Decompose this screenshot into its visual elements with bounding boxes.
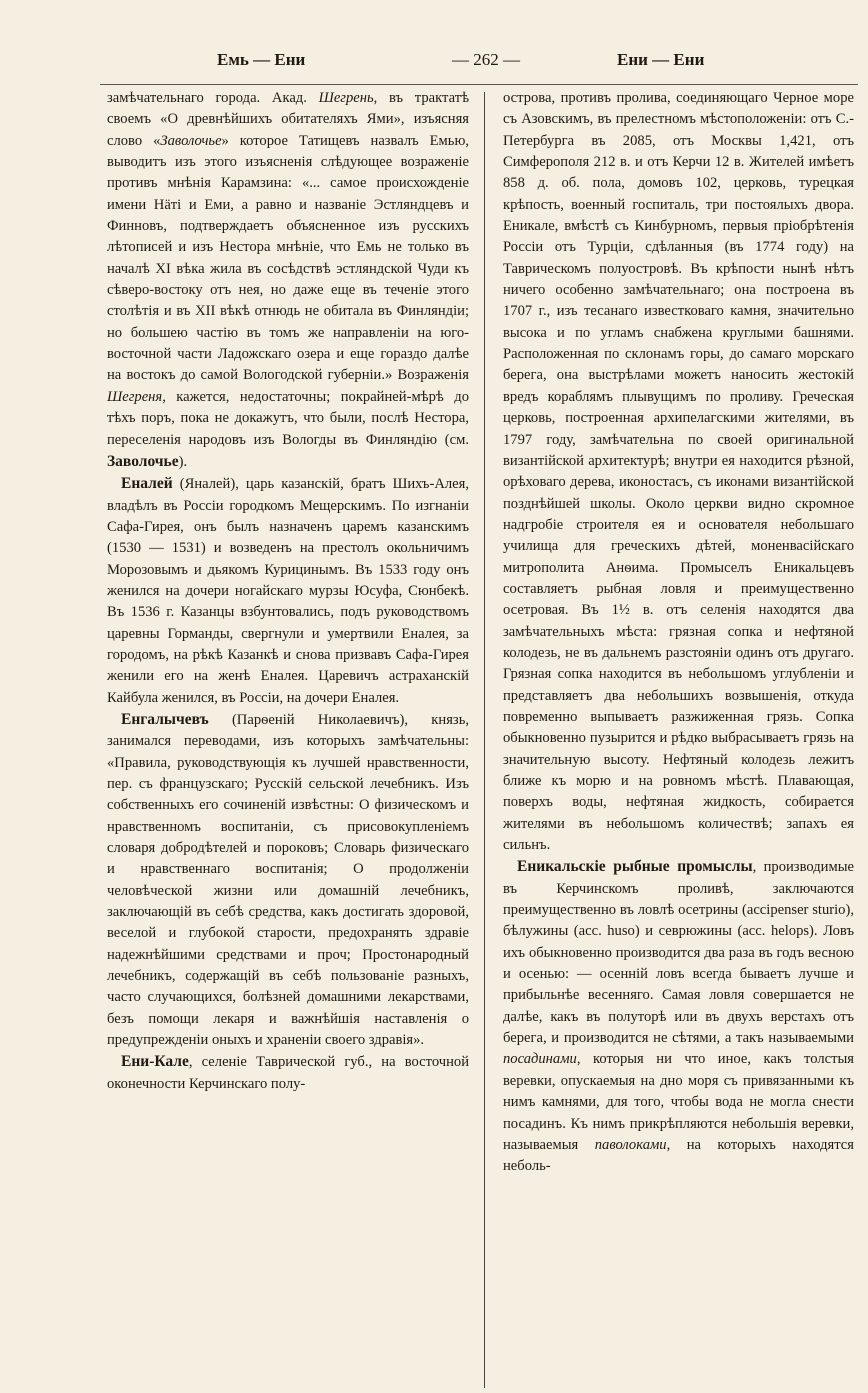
header-rule xyxy=(100,84,858,85)
paragraph-continuation xyxy=(503,88,854,856)
text-run: ). xyxy=(178,453,188,470)
paragraph-continuation xyxy=(107,88,469,473)
text-run: , кажется, недостаточны; покрайней-мѣрѣ до тѣхъ поръ, пока не докажутъ, что были, послѣ Нестора, переселенія народовъ изъ Вологды въ Финляндію (см. xyxy=(107,388,469,448)
right-column xyxy=(503,88,854,1178)
entry-headword: Еналей xyxy=(121,475,173,493)
text-run: (Яналей), царь казанскій, братъ Шихъ-Алея, владѣлъ въ Россіи городкомъ Мещерскимъ. По изгнаніи Сафа-Гирея, онъ былъ назначенъ царемъ казанскимъ (1530 — 1531) и возведенъ на престолъ окольничимъ Морозовымъ и дьякомъ Курицинымъ. Въ 1533 году онъ женился на дочери ногайскаго мурзы Юсуфа, Сюнбекѣ. Въ 1536 г. Казанцы взбунтовались, подъ руководствомъ царевны Горманды, свергнули и умертвили Еналея, за городомъ, на рѣкѣ Казанкѣ и снова призвавъ Сафа-Гирея женили его на женѣ Еналея. Царевичъ астраханскій Кайбула женился, въ Россіи, на дочери Еналея. xyxy=(107,476,469,706)
text-run: , которыя ни что иное, какъ толстыя веревки, опускаемыя на дно моря съ привязанными къ нимъ камнями, для того, чтобы вода не могла снести посадинъ. Къ нимъ прикрѣпляются небольшія веревки, называемыя xyxy=(503,1051,854,1153)
text-run: острова, противъ пролива, соединяющаго Черное море съ Азовскимъ, въ прелестномъ мѣстоположеніи: отъ С.-Петербурга въ 2085, отъ Москвы 1,421, отъ Симферополя 212 в. и отъ Керчи 12 в. Жителей имѣетъ 858 д. об. пола, домовъ 102, церковь, турецкая крѣпость, военный госпиталь, три постоялыхъ двора. Еникале, вмѣстѣ съ Кинбурномъ, первыя пріобрѣтенія Россіи отъ Турціи, сдѣланныя (въ 1774 году) на Таврическомъ полуостровѣ. Въ крѣпости нынѣ нѣтъ ничего особенно замѣчательнаго; она построена въ 1707 г., изъ тесанаго известковаго камня, значительно высока и по угламъ снабжена круглыми башнями. Расположенная по склонамъ горы, до самаго морскаго берега, она выстрѣлами можетъ наносить жестокій вредъ кораблямъ плывущимъ по проливу. Греческая церковь, построенная архипелагскими жителями, въ 1797 году, замѣчательна по своей оригинальной византійской архитектурѣ; внутри ея находится рѣзной, орѣховаго дерева, иконостасъ, съ иконами византійской позднѣйшей школы. Около церкви видно скромное надгробіе строителя ея и основателя небольшаго училища для греческихъ дѣтей, моненвасійскаго митрополита Анѳима. Промыселъ Еникальцевъ составляетъ рыбная ловля и преимущественно осетровая. Въ 1½ в. отъ селенія находятся два замѣчательныхъ мѣста: грязная сопка и нефтяной колодезь, не въ дальнемъ разстояніи одинъ отъ другаго. Грязная сопка находится въ небольшомъ углубленіи и представляетъ два небольшихъ возвышенія, откуда повременно выпываетъ разжиженная грязь. Сопка обыкновенно пузырится и рѣдко выбрасываетъ грязь на значительную высоту. Нефтяный колодезь лежитъ ближе къ морю и на ровномъ мѣстѣ. Плавающая, поверхъ воды, нефтяная жидкость, собирается жителями въ небольшомъ количествѣ; запахъ ея сильнъ. xyxy=(503,90,854,854)
text-run: , производимые въ Керчинскомъ проливѣ, заключаются преимущественно въ ловлѣ осетрины (accipenser sturio), бѣлужины (acc. huso) и севрюжины (acc. helops). Ловъ ихъ обыкновенно производится два раза въ годъ весною и осенью: — осенній ловъ всегда бываетъ лучше и прибыльнѣе весенняго. Самая ловля совершается не далѣе, какъ въ полуторѣ или въ двухъ верстахъ отъ берега, и производится не сѣтями, а такъ называемыми xyxy=(503,859,854,1047)
page-number: — 262 — xyxy=(452,50,520,69)
entry-headword: Енгалычевъ xyxy=(121,710,209,728)
entry-headword: Заволочье xyxy=(107,452,179,470)
entry-headword: Еникальскіе рыбные промыслы xyxy=(517,858,753,876)
dictionary-entry xyxy=(107,709,469,1052)
dictionary-entry xyxy=(107,473,469,709)
italic-term: Заволочье xyxy=(160,132,222,149)
column-divider xyxy=(484,92,485,1388)
italic-term: Шегрень xyxy=(318,90,374,106)
text-run: , селеніе Таврической губ., на восточной оконечности Керчинскаго полу- xyxy=(107,1054,469,1092)
text-run: замѣчательнаго города. Акад. xyxy=(107,90,319,106)
italic-term: паволоками xyxy=(594,1136,667,1153)
text-run: , на которыхъ находятся неболь- xyxy=(503,1136,854,1175)
italic-term: Шегреня xyxy=(107,388,163,405)
left-column xyxy=(107,88,469,1095)
header-left-guide-words: Емь — Ени xyxy=(217,50,306,69)
running-header xyxy=(0,50,868,80)
text-run: » которое Татищевъ назвалъ Емью, выводитъ изъ этого изъясненія слѣдующее возраженіе противъ мнѣнія Карамзина: «... самое происхожденіе имени Нäті и Еми, а равно и названіе Эстляндцевъ и Финновъ, подтверждаетъ объясненное изъ русскихъ лѣтописей и изъ Нестора мнѣніе, что Емь не только въ началѣ XI вѣка жила въ сосѣдствѣ эстляндской Чуди къ сѣверо-востоку отъ нея, но даже еще въ теченіе этого столѣтія и въ XII вѣкѣ отнюдь не обитала въ Финляндіи; но большею частію въ томъ же направленіи на юго-восточной части Ладожскаго озера и еще гораздо далѣе на востокъ до самой Вологодской губерніи.» Возраженія xyxy=(107,132,470,384)
italic-term: посадинами xyxy=(503,1051,577,1068)
entry-headword: Ени-Кале xyxy=(121,1053,189,1071)
dictionary-entry xyxy=(107,1051,469,1095)
text-run: (Парѳеній Николаевичъ), князь, занимался переводами, изъ которыхъ замѣчательны: «Правила, руководствующія къ лучшей нравственности, пер. съ французскаго; Русскій сельской лечебникъ. Изъ собственныхъ его сочиненій извѣстны: О физическомъ и нравственномъ воспитаніи, съ присовокупленіемъ словаря добродѣтелей и пороковъ; Словарь физическаго и нравственнаго воспитанія; О продолженіи человѣческой жизни или домашній лечебникъ, заключающій въ себѣ средства, какъ достигать здоровой, веселой и глубокой старости, предохранять здравіе надежнѣйшими средствами и проч; Простонародный лечебникъ, содержащій въ себѣ пользованіе разныхъ, часто случающихся, болѣзней домашними лекарствами, безъ помощи лекаря и важнѣйшія наставленія о предупрежденіи оныхъ и храненіи своего здравія». xyxy=(107,711,469,1049)
dictionary-entry xyxy=(503,856,854,1177)
text-run: , въ трактатѣ своемъ «О древнѣйшихъ обитателяхъ Ями», изъясняя слово « xyxy=(107,90,469,149)
header-right-guide-words: Ени — Ени xyxy=(617,50,705,69)
